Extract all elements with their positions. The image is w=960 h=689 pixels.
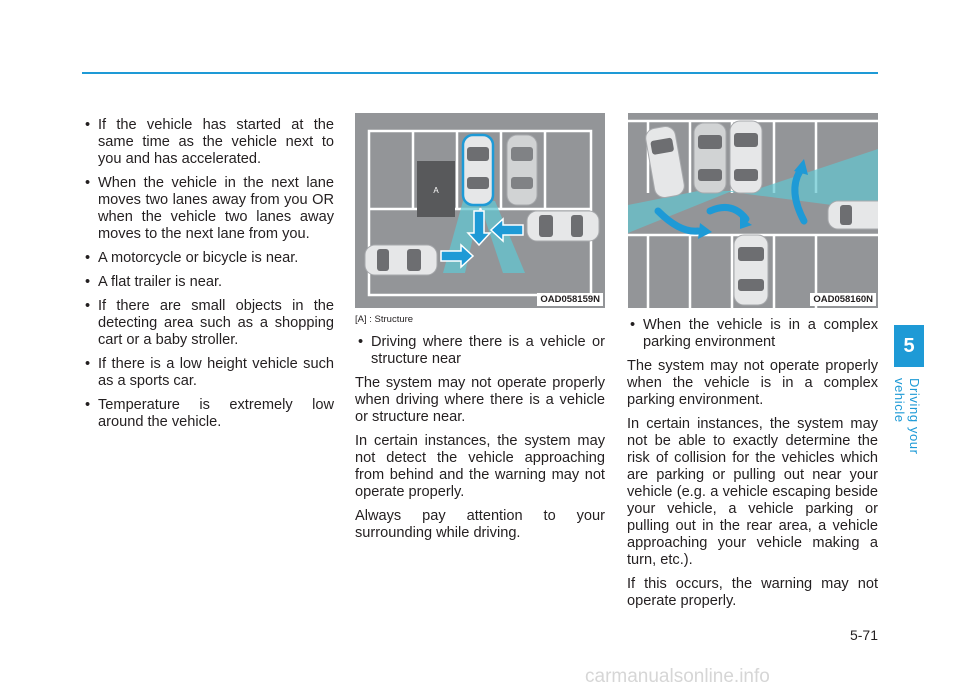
figure-code: OAD058159N: [537, 293, 603, 306]
list-item: • A motorcycle or bicycle is near.: [82, 250, 334, 267]
list-item: • Temperature is extremely low around the vehicle.: [82, 397, 334, 431]
figure-structure-near: [355, 113, 605, 308]
footer-watermark: carmanualsonline.info: [585, 666, 770, 687]
heading-list: [355, 334, 605, 368]
chapter-title: Driving your vehicle: [892, 378, 922, 455]
list-item: • When the vehicle in the next lane moves two lanes away from you OR when the vehicle two lanes away moves to the next lane from you.: [82, 175, 334, 243]
left-column: [82, 117, 334, 438]
list-item: • When the vehicle is in a complex parking environment: [627, 317, 878, 351]
structure-label: A: [433, 186, 439, 195]
figure-code: OAD058160N: [810, 293, 876, 306]
complex-parking-illustration: [628, 113, 878, 308]
middle-column: [355, 334, 605, 549]
heading-list: [627, 317, 878, 351]
figure-caption: [A] : Structure: [355, 314, 414, 325]
list-item: • If there are small objects in the detecting area such as a shopping cart or a baby stroller.: [82, 298, 334, 349]
paragraph: The system may not operate properly when the vehicle is in a complex parking environment.: [627, 358, 878, 408]
paragraph: If this occurs, the warning may not operate properly.: [627, 576, 878, 609]
parking-illustration: [355, 113, 605, 308]
top-rule: [82, 72, 878, 74]
right-column: [627, 317, 878, 617]
list-item: • A flat trailer is near.: [82, 274, 334, 291]
paragraph: Always pay attention to your surrounding while driving.: [355, 508, 605, 541]
figure-complex-parking: [628, 113, 878, 308]
paragraph: In certain instances, the system may not detect the vehicle approaching from behind and the warning may not operate properly.: [355, 433, 605, 500]
paragraph: The system may not operate properly when driving where there is a vehicle or structure near.: [355, 375, 605, 425]
list-item: • If there is a low height vehicle such as a sports car.: [82, 356, 334, 390]
paragraph: In certain instances, the system may not be able to exactly determine the risk of collision for the vehicles which are parking or pulling out near your vehicle (e.g. a vehicle escaping beside your vehicle, a vehicle parking or pulling out in the rear area, a vehicle approaching your vehicle making a turn, etc.).: [627, 416, 878, 568]
list-item: • If the vehicle has started at the same time as the vehicle next to you and has accelerated.: [82, 117, 334, 168]
conditions-list: [82, 117, 334, 431]
chapter-tab: 5: [894, 325, 924, 367]
page-number: 5-71: [849, 627, 878, 643]
list-item: • Driving where there is a vehicle or structure near: [355, 334, 605, 368]
